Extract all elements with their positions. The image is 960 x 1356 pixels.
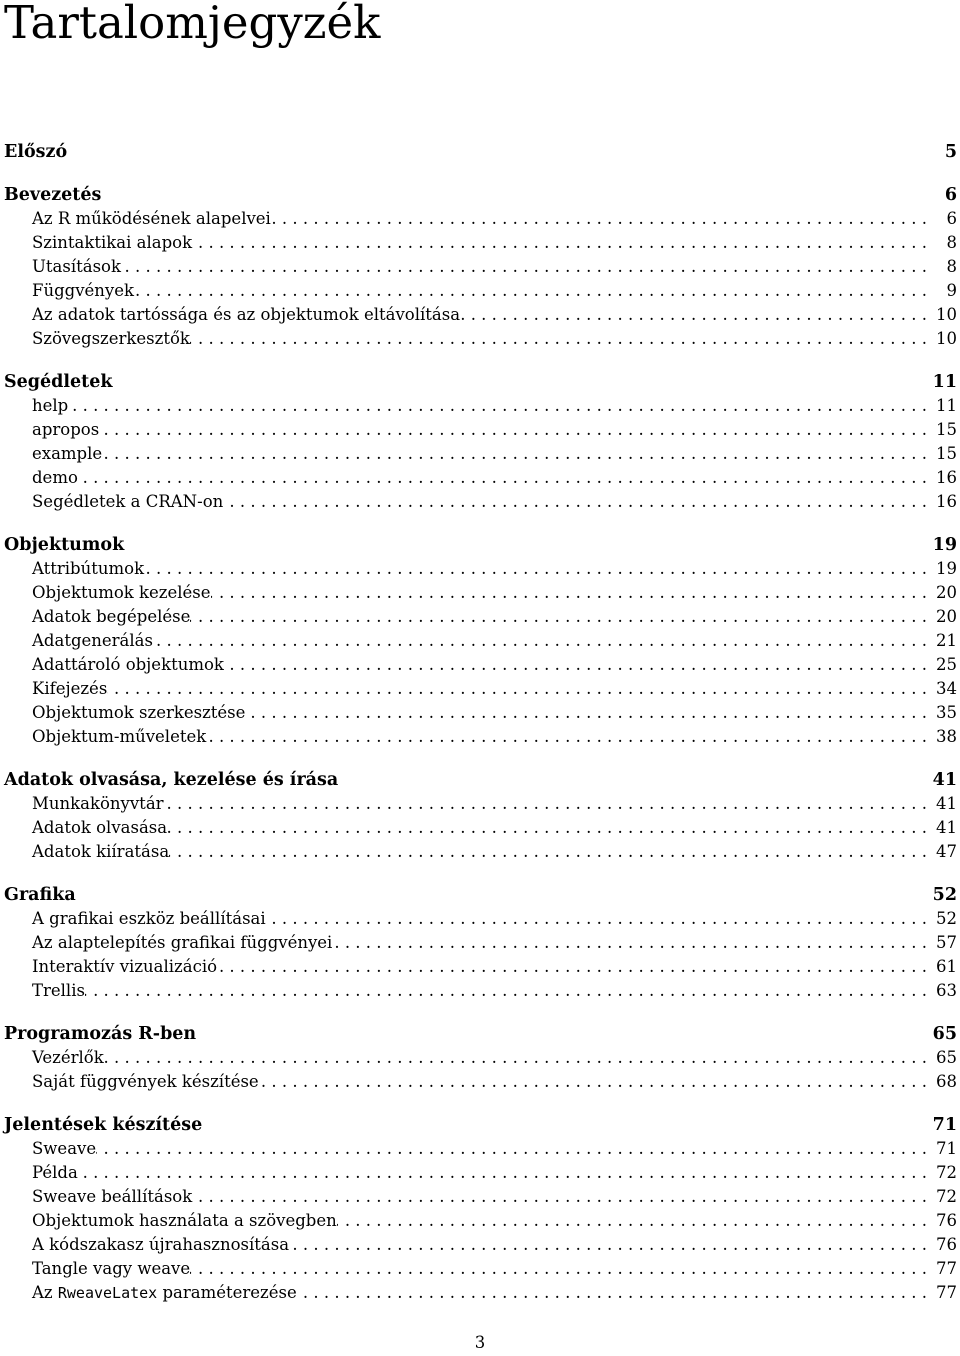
entry-title: apropos [32,420,100,439]
entry-title: Saját függvények készítése [32,1072,259,1091]
toc-entry[interactable] [4,1257,957,1281]
dot-leader [107,677,935,701]
entry-page-number: 20 [936,607,957,626]
entry-page-number: 21 [936,631,957,650]
dot-leader [224,653,935,677]
entry-page-number: 8 [946,257,957,276]
entry-title: demo [32,468,78,487]
section-title: Előszó [4,142,68,162]
dot-leader [164,792,935,816]
dot-leader [104,1046,935,1070]
entry-title: Utasítások [32,257,121,276]
dot-leader [266,907,935,931]
entry-title: Trellis [32,981,85,1000]
toc-entry[interactable] [4,466,957,490]
section-page-number: 6 [944,185,957,205]
entry-page-number: 9 [946,281,957,300]
entry-title: Az R működésének alapelvei [32,209,271,228]
dot-leader [102,442,935,466]
dot-leader [332,931,935,955]
entry-title: Interaktív vizualizáció [32,957,218,976]
dot-leader [192,231,935,255]
entry-page-number: 8 [946,233,957,252]
entry-title: help [32,396,69,415]
entry-title: Sweave [32,1139,97,1158]
toc-entry[interactable] [4,979,957,1003]
toc-section-heading[interactable] [4,768,957,792]
toc-entry[interactable] [4,1137,957,1161]
dot-leader [206,725,935,749]
entry-title: Adatok olvasása [32,818,168,837]
section-title: Grafika [4,885,76,905]
toc-entry[interactable] [4,816,957,840]
entry-title: Tangle vagy weave [32,1259,191,1278]
toc-entry[interactable] [4,907,957,931]
entry-title: Adatok kiíratása [32,842,170,861]
entry-page-number: 52 [936,909,957,928]
toc-entry[interactable] [4,231,957,255]
entry-title: Sweave beállítások [32,1187,193,1206]
section-page-number: 5 [944,142,957,162]
toc-entry[interactable] [4,1233,957,1257]
entry-title: Szintaktikai alapok [32,233,193,252]
entry-title: Az adatok tartóssága és az objektumok eltávolítása [32,305,461,324]
section-page-number: 19 [932,535,957,555]
dot-leader [144,557,935,581]
toc-section-heading[interactable] [4,1022,957,1046]
dot-leader [190,327,935,351]
entry-page-number: 41 [936,818,957,837]
section-page-number: 71 [932,1115,957,1135]
toc-entry[interactable] [4,279,957,303]
dot-leader [68,394,935,418]
page-title: Tartalomjegyzék [4,0,381,49]
toc-section-heading[interactable] [4,183,957,207]
toc-entry[interactable] [4,931,957,955]
entry-title-prefix: Az [32,1283,53,1302]
toc-entry[interactable] [4,840,957,864]
entry-page-number: 6 [946,209,957,228]
section-title: Jelentések készítése [4,1115,203,1135]
entry-page-number: 77 [936,1283,957,1302]
dot-leader [190,605,935,629]
toc-section-heading[interactable] [4,140,957,164]
toc-entry[interactable] [4,725,957,749]
toc-entry[interactable] [4,1161,957,1185]
toc-entry[interactable] [4,605,957,629]
entry-page-number: 71 [936,1139,957,1158]
entry-page-number: 20 [936,583,957,602]
toc-entry[interactable] [4,1281,957,1305]
toc-entry[interactable] [4,629,957,653]
section-page-number: 11 [932,372,957,392]
entry-page-number: 19 [936,559,957,578]
dot-leader [169,840,935,864]
section-page-number: 41 [932,770,957,790]
dot-leader [223,490,935,514]
entry-title-suffix: paraméterezése [162,1283,297,1302]
entry-title: Objektumok használata a szövegben [32,1211,337,1230]
entry-title: Munkakönyvtár [32,794,164,813]
toc-entry[interactable] [4,303,957,327]
toc-entry[interactable] [4,442,957,466]
dot-leader [297,1281,935,1305]
dot-leader [85,979,935,1003]
dot-leader [289,1233,935,1257]
section-title: Objektumok [4,535,125,555]
toc-section [4,370,957,514]
toc-entry[interactable] [4,1209,957,1233]
toc-section-heading[interactable] [4,533,957,557]
toc-entry[interactable] [4,701,957,725]
toc-section-heading[interactable] [4,1113,957,1137]
dot-leader [190,1257,935,1281]
section-title: Segédletek [4,372,113,392]
dot-leader [78,1161,935,1185]
toc-entry[interactable] [4,418,957,442]
dot-leader [217,955,935,979]
toc-entry[interactable] [4,1185,957,1209]
toc-entry[interactable] [4,255,957,279]
entry-title: Attribútumok [32,559,145,578]
entry-page-number: 10 [936,329,957,348]
entry-page-number: 57 [936,933,957,952]
entry-title: Az alaptelepítés grafikai függvényei [32,933,333,952]
entry-page-number: 63 [936,981,957,1000]
entry-page-number: 38 [936,727,957,746]
entry-title: Segédletek a CRAN-on [32,492,224,511]
entry-page-number: 16 [936,492,957,511]
dot-leader [211,581,935,605]
toc-entry[interactable] [4,677,957,701]
entry-page-number: 68 [936,1072,957,1091]
dot-leader [245,701,935,725]
toc-entry[interactable] [4,557,957,581]
entry-page-number: 41 [936,794,957,813]
entry-page-number: 15 [936,444,957,463]
entry-page-number: 34 [936,679,957,698]
toc-section-heading[interactable] [4,883,957,907]
toc-section [4,533,957,749]
entry-page-number: 61 [936,957,957,976]
entry-title: Adattároló objektumok [32,655,224,674]
entry-page-number: 65 [936,1048,957,1067]
section-title: Programozás R-ben [4,1024,197,1044]
dot-leader [271,207,935,231]
table-of-contents [4,140,957,1324]
dot-leader [259,1070,935,1094]
page-number-footer: 3 [474,1333,486,1352]
toc-entry[interactable] [4,207,957,231]
toc-entry[interactable] [4,653,957,677]
entry-page-number: 76 [936,1211,957,1230]
entry-page-number: 35 [936,703,957,722]
section-title: Adatok olvasása, kezelése és írása [4,770,339,790]
entry-page-number: 77 [936,1259,957,1278]
entry-page-number: 16 [936,468,957,487]
dot-leader [78,466,935,490]
toc-entry[interactable] [4,394,957,418]
entry-title: Objektum-műveletek [32,727,207,746]
entry-page-number: 72 [936,1163,957,1182]
dot-leader [121,255,935,279]
section-title: Bevezetés [4,185,102,205]
toc-section [4,883,957,1003]
entry-title: Függvények [32,281,134,300]
entry-page-number: 47 [936,842,957,861]
entry-title: Szövegszerkesztők [32,329,190,348]
section-page-number: 65 [932,1024,957,1044]
toc-entry[interactable] [4,792,957,816]
toc-entry[interactable] [4,581,957,605]
entry-page-number: 10 [936,305,957,324]
entry-title: Adatok begépelése [32,607,191,626]
dot-leader [134,279,935,303]
toc-entry[interactable] [4,1070,957,1094]
entry-title: A grafikai eszköz beállításai [32,909,266,928]
dot-leader [337,1209,935,1233]
entry-page-number: 76 [936,1235,957,1254]
entry-page-number: 25 [936,655,957,674]
entry-title-code: RweaveLatex [57,1284,158,1302]
toc-section [4,1022,957,1094]
dot-leader [153,629,935,653]
dot-leader [96,1137,935,1161]
entry-title [32,1281,297,1305]
toc-section-heading[interactable] [4,370,957,394]
section-page-number: 52 [932,885,957,905]
toc-section [4,1113,957,1305]
entry-title: Példa [32,1163,78,1182]
toc-section [4,183,957,351]
dot-leader [460,303,935,327]
entry-page-number: 72 [936,1187,957,1206]
entry-title: Objektumok kezelése [32,583,211,602]
entry-title: Adatgenerálás [32,631,153,650]
entry-title: Objektumok szerkesztése [32,703,246,722]
entry-title: A kódszakasz újrahasznosítása [32,1235,290,1254]
toc-entry[interactable] [4,490,957,514]
dot-leader [167,816,935,840]
toc-entry[interactable] [4,327,957,351]
dot-leader [192,1185,935,1209]
entry-title: Kifejezés [32,679,108,698]
dot-leader [99,418,935,442]
toc-entry[interactable] [4,1046,957,1070]
entry-page-number: 11 [936,396,957,415]
toc-entry[interactable] [4,955,957,979]
toc-section [4,768,957,864]
entry-title: Vezérlők [32,1048,104,1067]
entry-title: example [32,444,103,463]
entry-page-number: 15 [936,420,957,439]
toc-section [4,140,957,164]
